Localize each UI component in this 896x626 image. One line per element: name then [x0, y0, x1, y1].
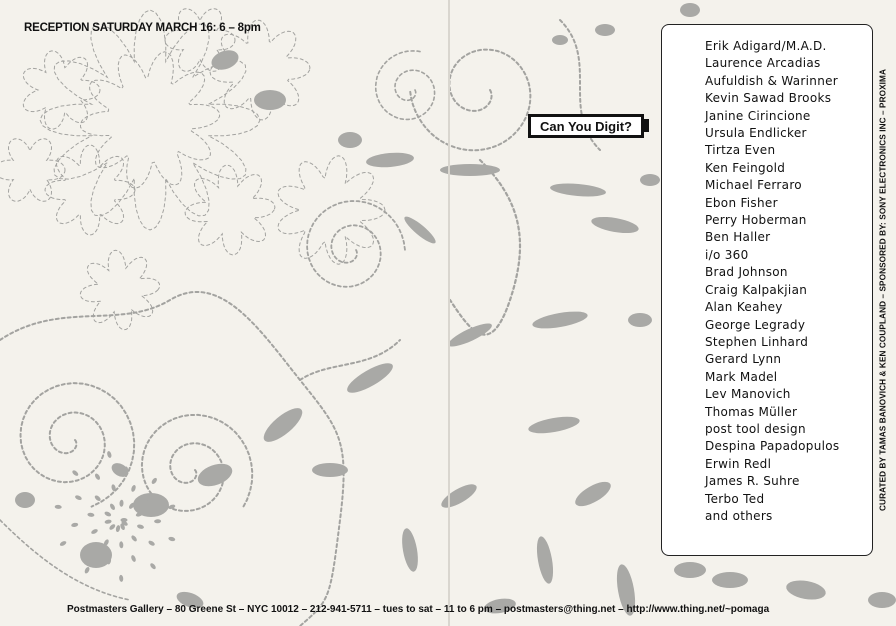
artist-name: Aufuldish & Warinner [705, 73, 839, 88]
reception-heading: RECEPTION SATURDAY MARCH 16: 6 – 8pm [24, 22, 261, 34]
artist-name: Alan Keahey [705, 300, 783, 315]
title-box [528, 114, 644, 138]
footer-url: http://www.thing.net/~pomaga [626, 604, 770, 615]
artist-list-panel [661, 24, 873, 556]
footer-gallery: Postmasters Gallery [67, 604, 164, 615]
artist-name: i/o 360 [705, 247, 749, 262]
artist-name: Kevin Sawad Brooks [705, 91, 832, 106]
artist-name: Brad Johnson [705, 265, 788, 280]
artist-name: Thomas Müller [705, 404, 798, 419]
artist-name: Michael Ferraro [705, 178, 802, 193]
artist-name: Terbo Ted [705, 491, 765, 506]
artist-name: Mark Madel [705, 369, 778, 384]
artist-name: Stephen Linhard [705, 334, 809, 349]
artist-name: George Legrady [705, 317, 806, 332]
artist-list [705, 38, 839, 525]
artist-name: Erik Adigard/M.A.D. [705, 39, 827, 53]
footer-email: – postmasters@thing.net – [492, 604, 627, 615]
artist-name: Janine Cirincione [705, 108, 811, 123]
page-fold [448, 0, 450, 626]
artist-name: Ursula Endlicker [705, 126, 807, 141]
artist-name: post tool design [705, 421, 806, 436]
title-box-tab [644, 119, 649, 132]
artist-name: Gerard Lynn [705, 352, 782, 367]
exhibition-title: Can You Digit? [540, 118, 632, 134]
artist-name: Tirtza Even [705, 143, 776, 158]
artist-name: Perry Hoberman [705, 213, 807, 228]
artist-name: Ebon Fisher [705, 195, 778, 210]
footer-hours: 11 to 6 pm [443, 604, 493, 615]
footer-address: – 80 Greene St – NYC 10012 – 212-941-5711 – tues to sat – [163, 604, 444, 615]
credits-text: CURATED BY TAMAS BANOVICH & KEN COUPLAND – SPONSORED BY: SONY ELECTRONICS INC – PROXIMA [878, 69, 888, 511]
artist-name: and others [705, 508, 773, 523]
artist-name: Ben Haller [705, 230, 771, 245]
artist-name: Erwin Redl [705, 456, 772, 471]
footer-info [67, 604, 769, 615]
artist-name: Lev Manovich [705, 387, 791, 402]
artist-name: Ken Feingold [705, 160, 786, 175]
artist-name: Craig Kalpakjian [705, 282, 808, 297]
artist-name: James R. Suhre [705, 474, 800, 489]
artist-name: Laurence Arcadias [705, 56, 821, 71]
artist-name: Despina Papadopulos [705, 439, 840, 454]
